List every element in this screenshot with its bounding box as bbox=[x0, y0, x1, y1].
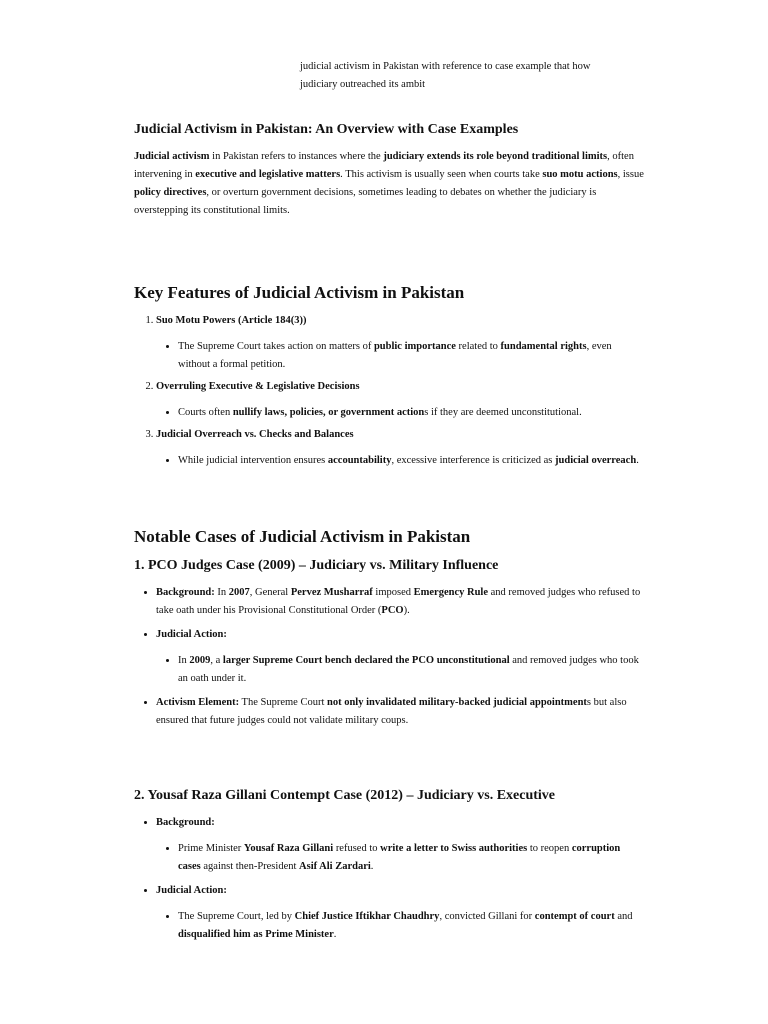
feature-title: Overruling Executive & Legislative Decisions bbox=[156, 381, 360, 392]
list-item bbox=[156, 626, 644, 688]
list-item bbox=[178, 908, 644, 944]
intro-text: , often intervening in bbox=[134, 151, 634, 180]
key-features-heading: Key Features of Judicial Activism in Pakistan bbox=[134, 283, 465, 302]
feature-title: Judicial Overreach vs. Checks and Balances bbox=[156, 429, 354, 440]
intro-text: , issue bbox=[617, 169, 644, 180]
case-gillani-contempt bbox=[134, 786, 644, 944]
intro-bold: suo motu actions bbox=[542, 169, 618, 180]
list-item bbox=[156, 814, 644, 876]
bullet-text: Prime Minister bbox=[178, 843, 244, 854]
bullet-text: Courts often bbox=[178, 407, 233, 418]
bullet-text: , even without a formal petition. bbox=[178, 341, 612, 370]
list-item bbox=[156, 378, 644, 422]
intro-bold: Judicial activism bbox=[134, 151, 210, 162]
bullet-text: . bbox=[370, 861, 374, 872]
case-title: 2. Yousaf Raza Gillani Contempt Case (2012) – Judiciary vs. Executive bbox=[134, 788, 556, 803]
bullet-text: In bbox=[214, 587, 229, 598]
intro-paragraph bbox=[134, 148, 644, 220]
intro-bold: policy directives bbox=[134, 187, 207, 198]
sub-bullets bbox=[156, 840, 644, 876]
bullet-bold: 2009 bbox=[189, 655, 211, 666]
bullet-bold: accountability bbox=[327, 455, 392, 466]
intro-text: . This activism is usually seen when courts take bbox=[340, 169, 543, 180]
bullet-label: Judicial Action: bbox=[156, 885, 227, 896]
bullet-text: to reopen bbox=[527, 843, 572, 854]
bullet-bold: Asif Ali Zardari bbox=[299, 861, 371, 872]
list-item bbox=[178, 652, 644, 688]
intro-bold: executive and legislative matters bbox=[195, 169, 341, 180]
case-bullets bbox=[134, 814, 644, 944]
bullet-text: . bbox=[636, 455, 639, 466]
case-title: 1. PCO Judges Case (2009) – Judiciary vs. Military Influence bbox=[134, 558, 499, 573]
bullet-bold: public importance bbox=[373, 341, 456, 352]
bullet-text: , General bbox=[249, 587, 291, 598]
feature-bullets bbox=[156, 338, 644, 374]
intro-text: in Pakistan refers to instances where the bbox=[209, 151, 384, 162]
list-item bbox=[178, 840, 644, 876]
bullet-text: The Supreme Court, led by bbox=[178, 911, 295, 922]
bullet-bold: disqualified him as Prime Minister bbox=[178, 929, 334, 940]
bullet-text: The Supreme Court bbox=[239, 697, 327, 708]
bullet-text: The Supreme Court takes action on matters of bbox=[178, 341, 374, 352]
bullet-bold: PCO bbox=[381, 605, 404, 616]
case-pco-judges bbox=[134, 556, 644, 730]
bullet-text: imposed bbox=[372, 587, 414, 598]
bullet-label: Background: bbox=[156, 587, 215, 598]
bullet-bold: Chief Justice Iftikhar Chaudhry bbox=[294, 911, 440, 922]
bullet-bold: Pervez Musharraf bbox=[290, 587, 373, 598]
feature-bullets bbox=[156, 452, 644, 470]
bullet-text: and removed judges who took an oath under it. bbox=[178, 655, 639, 684]
list-item bbox=[156, 694, 644, 730]
list-item bbox=[178, 452, 644, 470]
bullet-bold: larger Supreme Court bench declared the PCO unconstitutional bbox=[222, 655, 510, 666]
bullet-bold: contempt of court bbox=[534, 911, 615, 922]
bullet-text: related to bbox=[455, 341, 501, 352]
bullet-bold: judicial overreach bbox=[555, 455, 637, 466]
list-item bbox=[156, 426, 644, 470]
bullet-bold: nullify laws, policies, or government action bbox=[232, 407, 425, 418]
bullet-label: Activism Element: bbox=[156, 697, 240, 708]
key-features-section bbox=[134, 282, 644, 470]
bullet-bold: not only invalidated military-backed judicial appointment bbox=[327, 697, 587, 708]
key-features-list bbox=[134, 312, 644, 470]
list-item bbox=[156, 312, 644, 374]
bullet-text: and removed judges who refused to take oath under his Provisional Constitutional Order ( bbox=[156, 587, 641, 616]
sub-bullets bbox=[156, 908, 644, 944]
bullet-label: Background: bbox=[156, 817, 215, 828]
bullet-text: In bbox=[178, 655, 190, 666]
user-prompt: judicial activism in Pakistan with reference to case example that how judiciary outreached its ambit bbox=[300, 61, 591, 90]
bullet-text: ). bbox=[403, 605, 410, 616]
bullet-text: , excessive interference is criticized as bbox=[391, 455, 556, 466]
bullet-text: and bbox=[614, 911, 633, 922]
bullet-bold: write a letter to Swiss authorities bbox=[380, 843, 528, 854]
bullet-text: . bbox=[333, 929, 337, 940]
sub-bullets bbox=[156, 652, 644, 688]
bullet-bold: Emergency Rule bbox=[413, 587, 488, 598]
list-item bbox=[156, 584, 644, 620]
bullet-text: s but also ensured that future judges could not validate military coups. bbox=[156, 697, 627, 726]
document-title: Judicial Activism in Pakistan: An Overview with Case Examples bbox=[134, 122, 519, 137]
case-bullets bbox=[134, 584, 644, 730]
list-item bbox=[178, 404, 644, 422]
feature-title: Suo Motu Powers (Article 184(3)) bbox=[156, 315, 307, 326]
bullet-text: against then-President bbox=[200, 861, 300, 872]
bullet-text: , a bbox=[210, 655, 223, 666]
list-item bbox=[156, 882, 644, 944]
list-item bbox=[178, 338, 644, 374]
bullet-text: refused to bbox=[333, 843, 381, 854]
response-content bbox=[134, 120, 644, 950]
bullet-bold: 2007 bbox=[228, 587, 250, 598]
bullet-text: , convicted Gillani for bbox=[439, 911, 535, 922]
notable-cases-heading: Notable Cases of Judicial Activism in Pakistan bbox=[134, 527, 471, 546]
intro-text: , or overturn government decisions, sometimes leading to debates on whether the judiciary is overstepping its constitutional limits. bbox=[134, 187, 597, 216]
bullet-label: Judicial Action: bbox=[156, 629, 227, 640]
bullet-bold: fundamental rights bbox=[500, 341, 587, 352]
bullet-text: While judicial intervention ensures bbox=[178, 455, 328, 466]
intro-bold: judiciary extends its role beyond traditional limits bbox=[383, 151, 608, 162]
bullet-bold: Yousaf Raza Gillani bbox=[243, 843, 334, 854]
feature-bullets bbox=[156, 404, 644, 422]
bullet-bold: corruption cases bbox=[178, 843, 621, 872]
bullet-text: s if they are deemed unconstitutional. bbox=[424, 407, 582, 418]
